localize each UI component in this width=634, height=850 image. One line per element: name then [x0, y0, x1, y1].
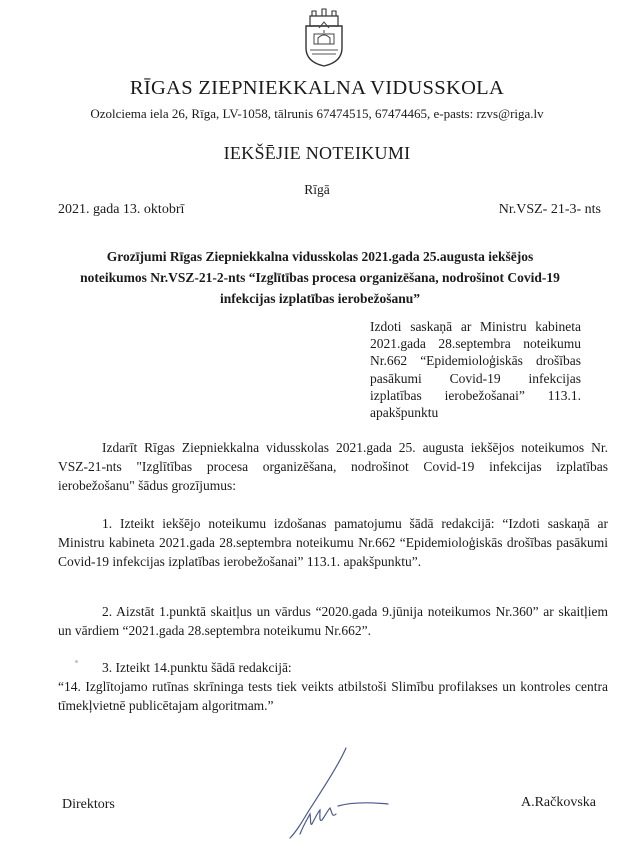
signatory-name: A.Račkovska — [520, 795, 596, 810]
document-place: Rīgā — [304, 182, 330, 197]
school-address: Ozolciema iela 26, Rīga, LV-1058, tālrunis 67474515, 67474465, e-pasts: rzvs@riga.lv — [90, 106, 544, 121]
document-title: Grozījumi Rīgas Ziepniekkalna vidusskolas 2021.gada 25.augusta iekšējos noteikumos Nr.VSZ-21-2-nts “Izglītības procesa organizēšana, nodrošinot Covid-19 infekcijas izplatības ierobežošanu” — [80, 249, 560, 306]
legal-basis: Izdoti saskaņā ar Ministru kabineta 2021.gada 28.septembra noteikumu Nr.662 “Epidemioloģiskās drošības pasākumi Covid-19 infekcijas izplatības ierobežošanai” 113.1. apakšpunktu — [370, 319, 581, 421]
signatory-role: Direktors — [62, 797, 115, 812]
scan-dot — [75, 660, 78, 663]
intro-paragraph: Izdarīt Rīgas Ziepniekkalna vidusskolas 2021.gada 25. augusta iekšējos noteikumos Nr. VSZ-21-nts "Izglītības procesa organizēšana, nodrošinot Covid-19 infekcijas izplatības ierobežošanu" šādus grozījumus: — [58, 440, 608, 493]
document-number: Nr.VSZ- 21-3- nts — [498, 202, 601, 217]
amendment-item-1: 1. Izteikt iekšējo noteikumu izdošanas pamatojumu šādā redakcijā: “Izdoti saskaņā ar Ministru kabineta 2021.gada 28.septembra noteikumu Nr.662 “Epidemioloģiskās drošības pasākumi Covid-19 infekcijas izplatības ierobežošanai” 113.1. apakšpunktu”. — [58, 516, 608, 569]
amendment-item-3 — [58, 658, 608, 715]
amendment-item-3-lead: 3. Izteikt 14.punktu šādā redakcijā: — [102, 660, 292, 675]
school-name: RĪGAS ZIEPNIEKKALNA VIDUSSKOLA — [129, 77, 505, 99]
amendment-item-3-quote: “14. Izglītojamo rutīnas skrīninga tests tiek veikts atbilstoši Slimību profilakses un kontroles centra tīmekļvietnē publicētajam algoritmam.” — [58, 679, 608, 713]
amendment-item-2: 2. Aizstāt 1.punktā skaitļus un vārdus “2020.gada 9.jūnija noteikumos Nr.360” ar skaitļiem un vārdiem “2021.gada 28.septembra noteikumu Nr.662”. — [58, 604, 608, 638]
document-type-heading: IEKŠĒJIE NOTEIKUMI — [223, 143, 411, 163]
document-date: 2021. gada 13. oktobrī — [58, 202, 185, 217]
coat-of-arms-icon — [302, 8, 346, 68]
handwritten-signature — [260, 744, 395, 844]
